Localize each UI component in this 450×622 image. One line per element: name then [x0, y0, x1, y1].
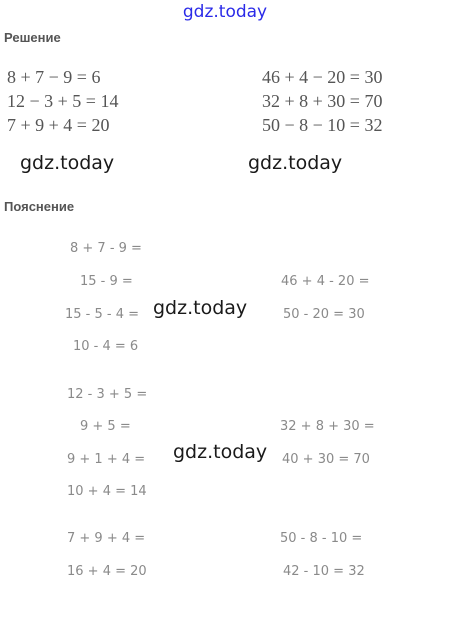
- explanation-line: 16 + 4 = 20: [67, 564, 147, 579]
- explanation-line: 46 + 4 - 20 =: [281, 274, 370, 289]
- solution-heading: Решение: [4, 30, 61, 45]
- explanation-line: 8 + 7 - 9 =: [70, 241, 142, 256]
- solution-line: 12 − 3 + 5 = 14: [7, 91, 119, 111]
- explanation-line: 50 - 8 - 10 =: [280, 531, 363, 546]
- watermark: gdz.today: [153, 297, 248, 319]
- explanation-line: 12 - 3 + 5 =: [67, 387, 148, 402]
- explanation-line: 42 - 10 = 32: [283, 564, 365, 579]
- watermark: gdz.today: [20, 152, 115, 174]
- explanation-heading: Пояснение: [4, 199, 75, 214]
- explanation-line: 50 - 20 = 30: [283, 307, 365, 322]
- explanation-line: 10 + 4 = 14: [67, 484, 147, 499]
- solution-line: 50 − 8 − 10 = 32: [262, 115, 383, 135]
- explanation-line: 9 + 1 + 4 =: [67, 452, 146, 467]
- explanation-line: 15 - 5 - 4 =: [65, 307, 140, 322]
- solution-line: 8 + 7 − 9 = 6: [7, 67, 101, 87]
- solution-line: 46 + 4 − 20 = 30: [262, 67, 383, 87]
- watermark: gdz.today: [173, 441, 268, 463]
- explanation-line: 9 + 5 =: [80, 419, 131, 434]
- explanation-line: 32 + 8 + 30 =: [280, 419, 375, 434]
- explanation-line: 40 + 30 = 70: [282, 452, 370, 467]
- explanation-line: 15 - 9 =: [80, 274, 133, 289]
- solution-line: 32 + 8 + 30 = 70: [262, 91, 383, 111]
- explanation-line: 10 - 4 = 6: [73, 339, 139, 354]
- watermark: gdz.today: [248, 152, 343, 174]
- explanation-line: 7 + 9 + 4 =: [67, 531, 146, 546]
- solution-line: 7 + 9 + 4 = 20: [7, 115, 110, 135]
- site-title: gdz.today: [182, 2, 268, 22]
